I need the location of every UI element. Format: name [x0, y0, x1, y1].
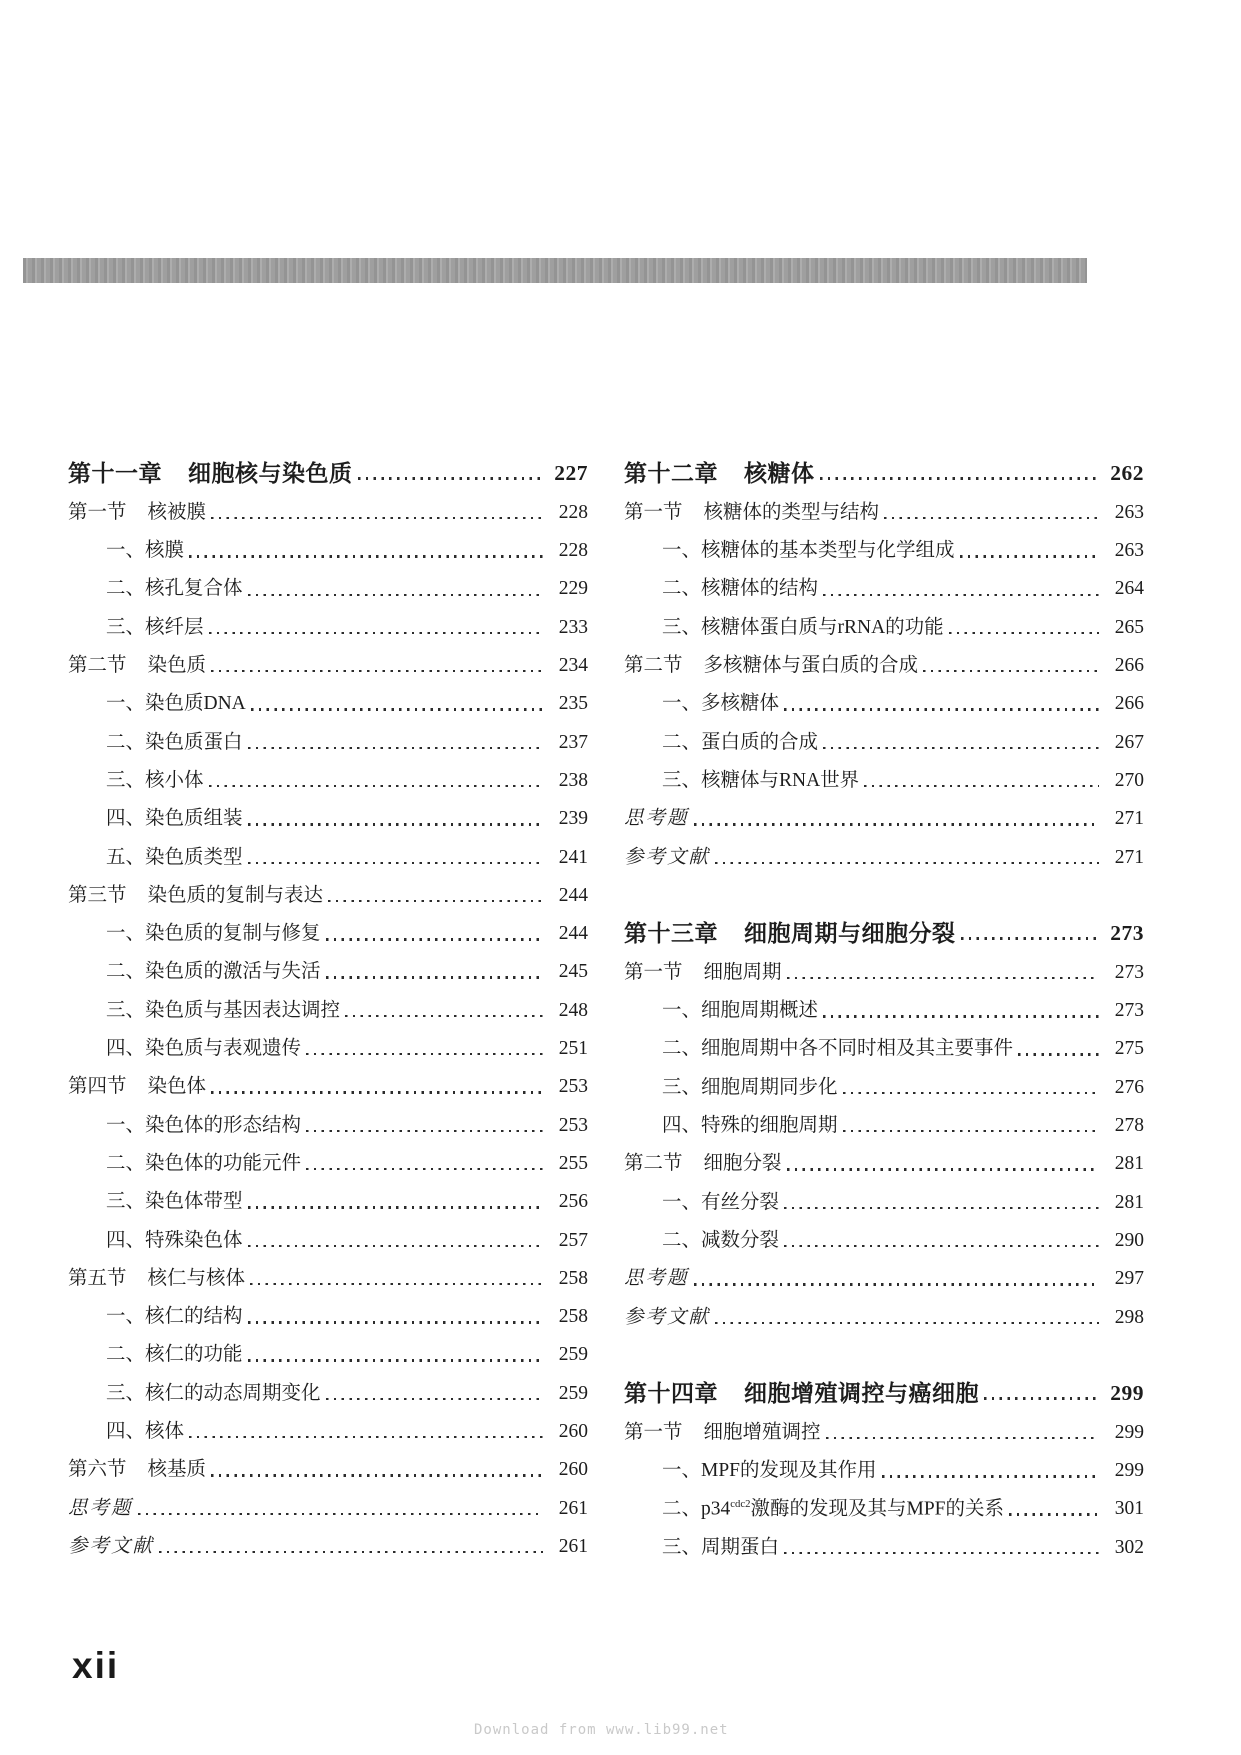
toc-row-chapter	[68, 438, 588, 486]
toc-entry-text: 二、核糖体的结构	[662, 578, 819, 600]
toc-entry-text: 三、核糖体蛋白质与rRNA的功能	[662, 616, 944, 638]
toc-entry-text: 一、核膜	[106, 540, 185, 562]
dot-leader	[326, 976, 543, 978]
toc-row-item	[68, 716, 588, 754]
toc-entry-label: 第一节	[624, 501, 683, 523]
toc-entry-title: 细胞增殖调控	[703, 1421, 821, 1443]
toc-entry-label: 第五节	[68, 1267, 127, 1289]
toc-entry-title: 核基质	[147, 1459, 207, 1481]
dot-leader	[960, 555, 1099, 557]
toc-page-ref: 244	[558, 884, 588, 906]
dot-leader	[787, 977, 1099, 979]
toc-row-item	[68, 677, 588, 715]
toc-entry-text: 参考文献	[624, 1306, 711, 1328]
toc-row-section	[68, 869, 588, 907]
toc-entry-label: 第十一章	[68, 459, 162, 486]
toc-entry-label: 第十二章	[624, 459, 718, 486]
toc-row-item	[68, 1214, 588, 1252]
toc-page-ref: 256	[558, 1191, 588, 1213]
toc-page-ref: 260	[558, 1459, 588, 1481]
toc-row-item	[624, 984, 1144, 1022]
toc-entry-title: 核糖体的类型与结构	[703, 501, 880, 523]
dot-leader	[248, 747, 543, 749]
dot-leader	[345, 1015, 543, 1017]
toc-page-ref: 273	[1114, 1000, 1144, 1022]
toc-entry-text: 三、核小体	[106, 769, 204, 791]
toc-row-section	[68, 486, 588, 524]
toc-row-item	[624, 524, 1144, 562]
dot-leader	[306, 1053, 543, 1055]
toc-row-item	[68, 563, 588, 601]
dot-leader	[326, 938, 543, 940]
toc-entry-text	[624, 920, 956, 946]
toc-entry-text: 二、染色体的功能元件	[106, 1152, 302, 1174]
toc-entry-text	[68, 1459, 206, 1481]
toc-entry-text	[624, 655, 918, 677]
toc-entry-text: 三、周期蛋白	[662, 1536, 780, 1558]
toc-entry-title: 细胞增殖调控与癌细胞	[744, 1379, 979, 1406]
toc-entry-title: 染色质的复制与表达	[147, 884, 324, 906]
dot-leader	[250, 1283, 543, 1285]
dot-leader	[823, 594, 1099, 596]
toc-entry-text: 二、减数分裂	[662, 1229, 780, 1251]
toc-page-ref: 297	[1114, 1268, 1144, 1290]
toc-entry-text: 一、核糖体的基本类型与化学组成	[662, 540, 955, 562]
toc-page-ref: 275	[1114, 1038, 1144, 1060]
toc-page-ref: 267	[1114, 731, 1144, 753]
toc-entry-text: 四、染色质组装	[106, 808, 243, 830]
toc-entry-text	[68, 655, 206, 677]
toc-entry-label: 第二节	[624, 1153, 683, 1175]
toc-row-section	[624, 1137, 1144, 1175]
toc-row-item	[624, 601, 1144, 639]
toc-entry-text: 思考题	[68, 1497, 133, 1519]
toc-entry-text: 一、染色体的形态结构	[106, 1114, 302, 1136]
scanned-header-band	[23, 258, 1087, 283]
toc-row-chapter	[624, 1358, 1144, 1406]
toc-page-ref: 270	[1114, 769, 1144, 791]
toc-row-extra	[624, 1291, 1144, 1329]
toc-page-ref: 302	[1114, 1536, 1144, 1558]
toc-page-ref: 262	[1110, 461, 1144, 486]
toc-page-ref: 265	[1114, 616, 1144, 638]
dot-leader	[326, 1398, 543, 1400]
toc-page-ref: 266	[1114, 655, 1144, 677]
dot-leader	[949, 632, 1099, 634]
toc-entry-text: 三、染色体带型	[106, 1191, 243, 1213]
toc-entry-text: 四、染色质与表观遗传	[106, 1038, 302, 1060]
toc-page-ref: 261	[558, 1497, 588, 1519]
dot-leader	[211, 517, 543, 519]
toc-row-item	[68, 1329, 588, 1367]
toc-page-ref: 263	[1114, 501, 1144, 523]
toc-entry-text: 一、细胞周期概述	[662, 1000, 819, 1022]
toc-page-ref: 281	[1114, 1153, 1144, 1175]
toc-row-extra	[624, 831, 1144, 869]
toc-row-item	[624, 716, 1144, 754]
toc-page-ref: 261	[558, 1535, 588, 1557]
dot-leader	[209, 632, 543, 634]
toc-entry-text: 二、$p34^{cdc2}$激酶的发现及其与MPF的关系	[662, 1497, 1005, 1520]
toc-entry-text	[68, 502, 206, 524]
dot-leader	[138, 1513, 543, 1515]
toc-page-ref: 239	[558, 808, 588, 830]
toc-page-ref: 251	[558, 1038, 588, 1060]
toc-row-item	[68, 984, 588, 1022]
toc-page-ref: 244	[558, 923, 588, 945]
toc-entry-title: 细胞周期	[703, 961, 782, 983]
toc-entry-text: 三、核纤层	[106, 616, 204, 638]
toc-entry-text	[624, 1422, 821, 1444]
toc-entry-text: 四、特殊染色体	[106, 1229, 243, 1251]
toc-left-column	[68, 438, 588, 1559]
toc-page-ref: 260	[558, 1421, 588, 1442]
toc-page-ref: 290	[1114, 1229, 1144, 1251]
toc-row-item	[68, 1405, 588, 1443]
toc-row-section	[68, 1252, 588, 1290]
toc-entry-label: 第十四章	[624, 1379, 718, 1406]
toc-entry-text: 二、核仁的功能	[106, 1344, 243, 1366]
dot-leader	[820, 477, 1100, 480]
toc-entry-text	[68, 1076, 206, 1098]
toc-entry-text	[624, 1153, 782, 1175]
toc-entry-text	[68, 460, 353, 486]
toc-row-item	[624, 1444, 1144, 1482]
dot-leader	[694, 823, 1099, 825]
dot-leader	[248, 1359, 543, 1361]
toc-entry-text: 参考文献	[624, 846, 711, 868]
toc-entry-text: 三、核糖体与RNA世界	[662, 769, 860, 791]
toc-row-item	[68, 1099, 588, 1137]
toc-row-item	[624, 1214, 1144, 1252]
toc-row-extra	[624, 1252, 1144, 1290]
toc-row-item	[68, 1175, 588, 1213]
dot-leader	[715, 862, 1099, 864]
toc-page-ref: 258	[558, 1306, 588, 1328]
dot-leader	[843, 1130, 1099, 1132]
toc-row-section	[68, 1060, 588, 1098]
toc-entry-title: 核被膜	[147, 501, 207, 523]
dot-leader	[211, 1474, 543, 1476]
toc-entry-text	[624, 1380, 979, 1406]
toc-page-ref: 278	[1114, 1115, 1144, 1137]
dot-leader	[328, 900, 543, 902]
toc-entry-text: 思考题	[624, 808, 689, 830]
toc-row-item	[624, 1061, 1144, 1099]
toc-entry-label: 第十三章	[624, 919, 718, 946]
toc-page-ref: 245	[558, 961, 588, 983]
toc-page-ref: 233	[558, 616, 588, 638]
toc-row-item	[68, 907, 588, 945]
dot-leader	[248, 594, 543, 596]
dot-leader	[1018, 1053, 1099, 1055]
toc-row-section	[624, 639, 1144, 677]
dot-leader	[248, 1206, 543, 1208]
dot-leader	[189, 555, 543, 557]
toc-entry-label: 第一节	[624, 961, 683, 983]
toc-page-ref: 235	[558, 693, 588, 715]
toc-row-extra	[68, 1482, 588, 1520]
dot-leader	[358, 477, 544, 480]
dot-leader	[248, 862, 543, 864]
toc-row-section	[624, 1406, 1144, 1444]
toc-page-ref: 264	[1114, 578, 1144, 600]
toc-entry-title: 细胞周期与细胞分裂	[744, 919, 956, 946]
toc-entry-title: 细胞核与染色质	[188, 459, 353, 486]
dot-leader	[248, 1321, 543, 1323]
toc-row-item	[68, 831, 588, 869]
toc-entry-text: 二、蛋白质的合成	[662, 731, 819, 753]
toc-row-item	[68, 601, 588, 639]
toc-page-ref: 298	[1114, 1306, 1144, 1328]
toc-page-ref: 263	[1114, 540, 1144, 562]
dot-leader	[984, 1397, 1099, 1400]
toc-page-ref: 276	[1114, 1076, 1144, 1098]
toc-row-item	[624, 677, 1144, 715]
toc-entry-label: 第二节	[68, 655, 127, 677]
dot-leader	[826, 1437, 1099, 1439]
toc-page-ref: 228	[558, 501, 588, 523]
dot-leader	[306, 1168, 543, 1170]
dot-leader	[843, 1092, 1099, 1094]
toc-entry-text	[624, 460, 815, 486]
toc-page-ref: 229	[558, 578, 588, 600]
toc-row-item	[68, 946, 588, 984]
toc-entry-label: 第一节	[624, 1421, 683, 1443]
toc-entry-text: 四、核体	[106, 1421, 185, 1442]
toc-row-extra	[68, 1520, 588, 1558]
toc-entry-text: 一、有丝分裂	[662, 1191, 780, 1213]
toc-row-item	[68, 1367, 588, 1405]
dot-leader	[1009, 1513, 1099, 1515]
toc-page-ref: 253	[558, 1114, 588, 1136]
toc-row-item	[68, 524, 588, 562]
toc-row-chapter	[624, 898, 1144, 946]
toc-page-ref: 271	[1114, 808, 1144, 830]
toc-entry-text: 二、细胞周期中各不同时相及其主要事件	[662, 1038, 1014, 1060]
dot-leader	[694, 1283, 1099, 1285]
toc-row-extra	[624, 792, 1144, 830]
dot-leader	[784, 1552, 1099, 1554]
toc-entry-title: 多核糖体与蛋白质的合成	[703, 655, 919, 677]
toc-row-item	[624, 563, 1144, 601]
dot-leader	[306, 1130, 543, 1132]
toc-row-item	[68, 1290, 588, 1328]
dot-leader	[784, 1207, 1099, 1209]
toc-entry-title: 染色质	[147, 655, 207, 677]
dot-leader	[211, 670, 543, 672]
dot-leader	[884, 517, 1099, 519]
page-number: xii	[72, 1645, 120, 1686]
toc-page-ref: 273	[1110, 921, 1144, 946]
toc-page-ref: 255	[558, 1152, 588, 1174]
toc-page-ref: 258	[558, 1267, 588, 1289]
toc-row-section	[68, 1443, 588, 1481]
toc-row-item	[624, 1483, 1144, 1521]
toc-page-ref: 301	[1114, 1498, 1144, 1520]
toc-page-ref: 257	[558, 1229, 588, 1251]
toc-page-ref: 299	[1110, 1381, 1144, 1406]
toc-entry-text: 二、染色质蛋白	[106, 731, 243, 753]
toc-row-item	[624, 1099, 1144, 1137]
dot-leader	[189, 1436, 543, 1438]
toc-entry-text: 一、核仁的结构	[106, 1306, 243, 1328]
dot-leader	[823, 747, 1099, 749]
toc-page-ref: 248	[558, 999, 588, 1021]
toc-entry-text: 四、特殊的细胞周期	[662, 1115, 838, 1137]
watermark-text: Download from www.lib99.net	[474, 1722, 729, 1738]
toc-row-section	[624, 486, 1144, 524]
toc-entry-label: 第一节	[68, 501, 127, 523]
toc-entry-text: 一、染色质DNA	[106, 693, 246, 715]
toc-entry-text: 一、多核糖体	[662, 693, 780, 715]
dot-leader	[248, 1245, 543, 1247]
toc-row-item	[68, 1022, 588, 1060]
toc-row-item	[624, 1521, 1144, 1559]
toc-entry-text: 五、染色质类型	[106, 846, 243, 868]
superscript-text: cdc2	[730, 1497, 751, 1510]
toc-row-section	[68, 639, 588, 677]
toc-page-ref: 299	[1114, 1460, 1144, 1482]
dot-leader	[787, 1168, 1099, 1170]
toc-page-ref: 241	[558, 846, 588, 868]
toc-entry-label: 第四节	[68, 1076, 127, 1098]
toc-entry-text: 思考题	[624, 1268, 689, 1290]
dot-leader	[209, 785, 543, 787]
dot-leader	[715, 1322, 1099, 1324]
toc-entry-text: 三、核仁的动态周期变化	[106, 1382, 321, 1404]
dot-leader	[784, 1245, 1099, 1247]
toc-entry-label: 第三节	[68, 884, 127, 906]
dot-leader	[248, 823, 543, 825]
toc-page-ref: 237	[558, 731, 588, 753]
toc-row-item	[624, 1023, 1144, 1061]
dot-leader	[251, 708, 543, 710]
toc-entry-text: 二、核孔复合体	[106, 578, 243, 600]
toc-page-ref: 273	[1114, 961, 1144, 983]
toc-entry-title: 染色体	[147, 1076, 207, 1098]
toc-entry-text: 二、染色质的激活与失活	[106, 961, 321, 983]
toc-entry-text: 三、染色质与基因表达调控	[106, 999, 341, 1021]
toc-row-item	[68, 754, 588, 792]
toc-row-item	[68, 1137, 588, 1175]
dot-leader	[784, 708, 1099, 710]
toc-entry-text	[68, 885, 323, 907]
toc-page-ref: 271	[1114, 846, 1144, 868]
toc-page-ref: 253	[558, 1076, 588, 1098]
toc-entry-text	[624, 962, 782, 984]
table-of-contents	[68, 438, 1144, 1559]
toc-entry-text: 一、MPF的发现及其作用	[662, 1460, 877, 1482]
toc-page-ref: 227	[554, 461, 588, 486]
dot-leader	[923, 670, 1099, 672]
dot-leader	[159, 1551, 543, 1553]
toc-entry-text: 参考文献	[68, 1535, 155, 1557]
toc-row-item	[68, 792, 588, 830]
toc-entry-title: 核糖体	[744, 459, 815, 486]
toc-page-ref: 259	[558, 1344, 588, 1366]
toc-entry-title: 细胞分裂	[703, 1153, 782, 1175]
toc-page-ref: 234	[558, 655, 588, 677]
toc-row-chapter	[624, 438, 1144, 486]
toc-entry-text	[624, 502, 879, 524]
dot-leader	[864, 785, 1099, 787]
toc-entry-text: 一、染色质的复制与修复	[106, 923, 321, 945]
toc-page-ref: 266	[1114, 693, 1144, 715]
toc-row-item	[624, 754, 1144, 792]
dot-leader	[823, 1015, 1099, 1017]
dot-leader	[961, 937, 1100, 940]
toc-row-section	[624, 946, 1144, 984]
toc-page-ref: 299	[1114, 1421, 1144, 1443]
toc-entry-label: 第二节	[624, 655, 683, 677]
toc-page-ref: 238	[558, 769, 588, 791]
toc-page-ref: 228	[558, 540, 588, 562]
dot-leader	[882, 1475, 1099, 1477]
toc-entry-text	[68, 1268, 245, 1290]
toc-page-ref: 281	[1114, 1191, 1144, 1213]
toc-row-item	[624, 1176, 1144, 1214]
toc-entry-title: 核仁与核体	[147, 1267, 246, 1289]
toc-right-column	[624, 438, 1144, 1559]
toc-entry-label: 第六节	[68, 1459, 127, 1481]
toc-entry-text: 三、细胞周期同步化	[662, 1076, 838, 1098]
toc-page-ref: 259	[558, 1382, 588, 1404]
dot-leader	[211, 1091, 543, 1093]
